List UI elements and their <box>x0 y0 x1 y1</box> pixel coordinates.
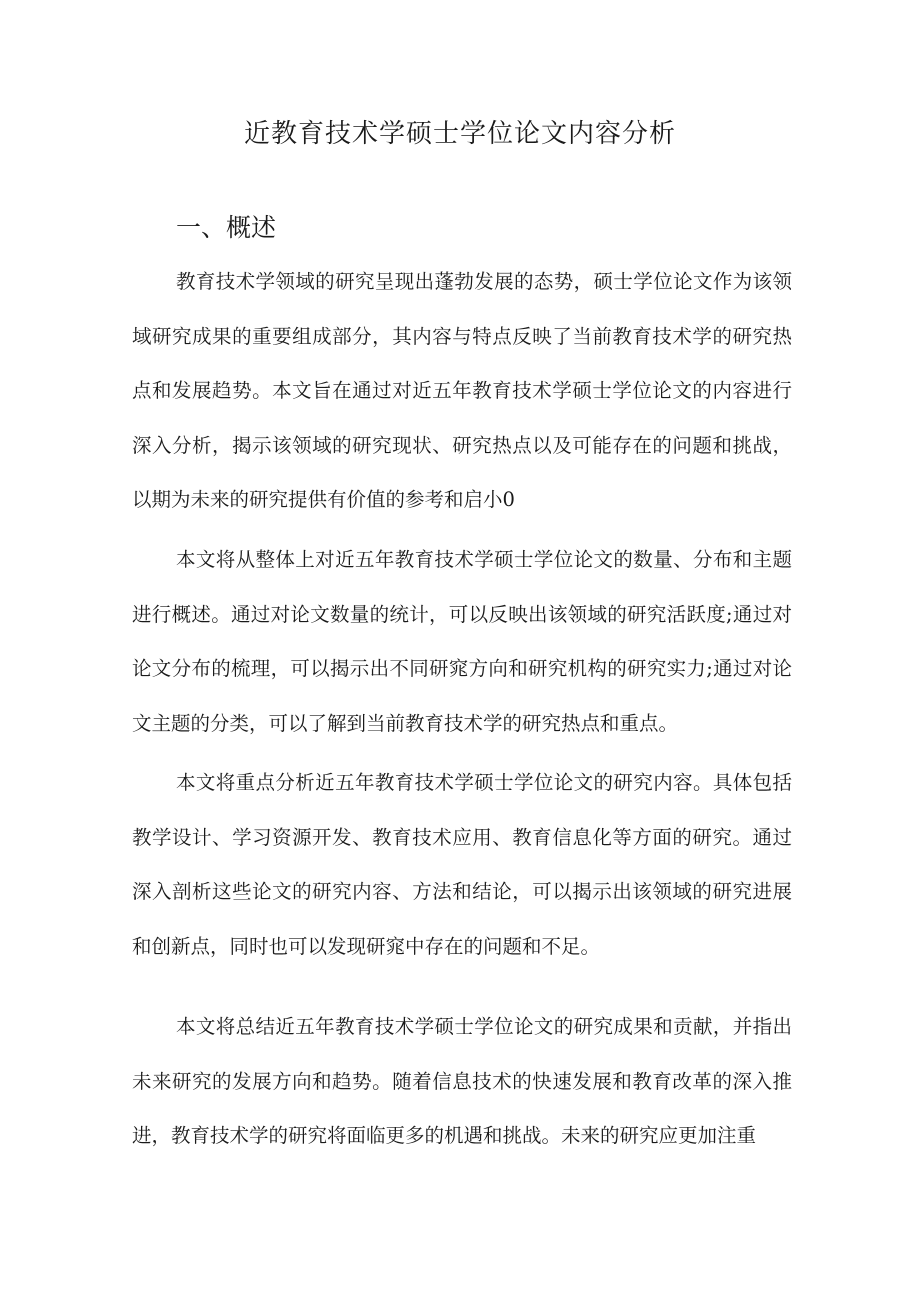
paragraph-3: 本文将重点分析近五年教育技术学硕士学位论文的研究内容。具体包括教学设计、学习资源开发、教育技术应用、教育信息化等方面的研究。通过深入剖析这些论文的研究内容、方法和结论，可以揭示出该领域的研究进展和创新点，同时也可以发现研窕中存在的问题和不足。 <box>132 771 792 958</box>
paragraph-1: 教育技术学领域的研究呈现出蓬勃发展的态势，硕士学位论文作为该领域研究成果的重要组成部分，其内容与特点反映了当前教育技术学的研究热点和发展趋势。本文旨在通过对近五年教育技术学硕士学位论文的内容进行深入分析，揭示该领域的研究现状、研究热点以及可能存在的问题和挑战，以期为未来的研究提供有价值的参考和启小0 <box>132 270 792 511</box>
document-title: 近教育技术学硕士学位论文内容分析 <box>243 119 676 149</box>
paragraph-2: 本文将从整体上对近五年教育技术学硕士学位论文的数量、分布和主题进行概述。通过对论文数量的统计，可以反映出该领域的研究活跃度;通过对论文分布的梳理，可以揭示出不同研窕方向和研究机构的研究实力;通过对论文主题的分类，可以了解到当前教育技术学的研究热点和重点。 <box>132 548 792 735</box>
paragraph-4: 本文将总结近五年教育技术学硕士学位论文的研究成果和贡献，并指出未来研究的发展方向和趋势。随着信息技术的快速发展和教育改革的深入推进，教育技术学的研究将面临更多的机遇和挑战。未来的研究应更加注重 <box>132 1015 792 1147</box>
section-heading: 一、概述 <box>176 213 277 242</box>
